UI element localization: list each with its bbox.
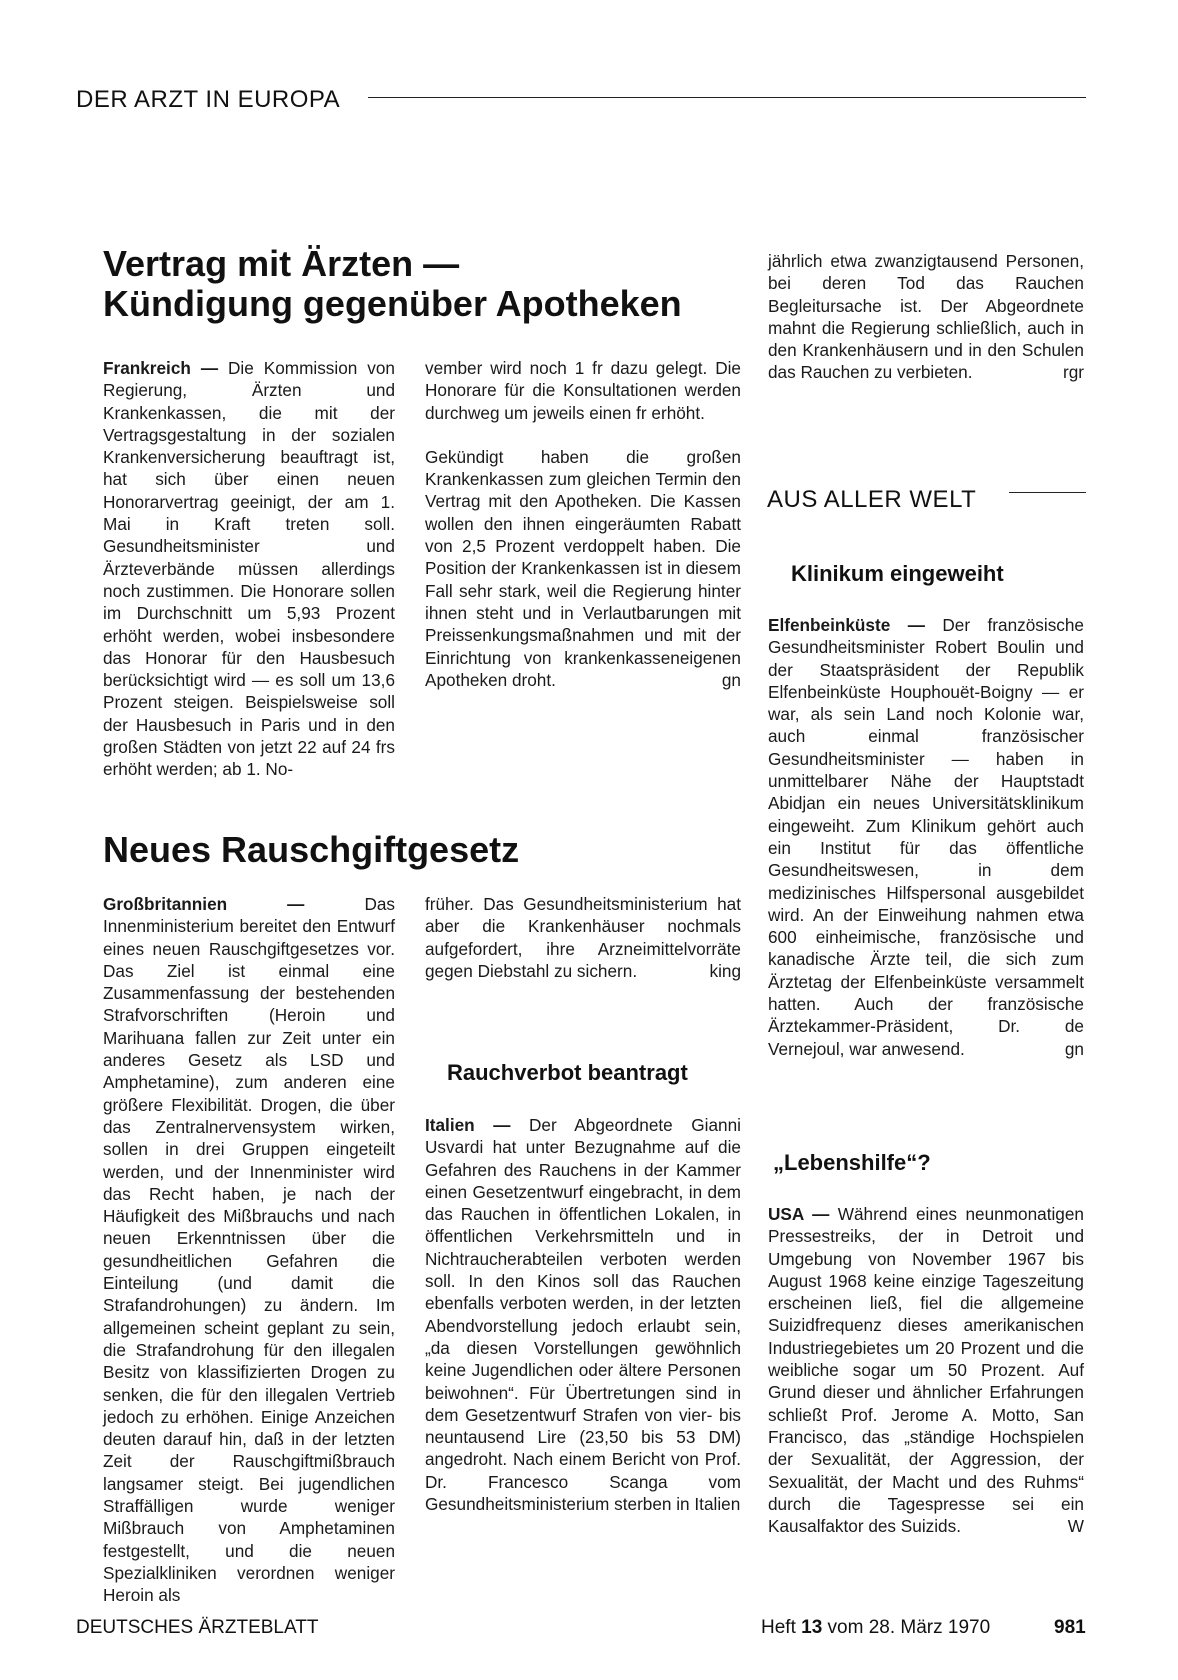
article-frankreich-col1 [103,357,395,781]
section-header: DER ARZT IN EUROPA [76,86,341,113]
article-frankreich-col2 [425,357,741,691]
author-signature: rgr [1062,362,1084,383]
article-klinikum-col3 [768,614,1084,1060]
article-rauchverbot-headline: Rauchverbot beantragt [447,1060,688,1085]
body-text: Der Abgeordnete Gianni Usvardi hat unter Bezugnahme auf die Gefahren des Rauchens in der Kammer einen Gesetzentwurf eingebracht, in dem das Rauchen in öffentlichen Lokalen, in öffentlichen Verkehrsmitteln und in Nichtraucherabteilen verboten werden soll. In den Kinos soll das Rauchen ebenfalls verboten werden, in der letzten Abendvorstellung jedoch erlaubt sein, „da diesen Vorstellungen gewöhnlich keine Jugendlichen oder ältere Personen beiwohnen“. Für Übertretungen sind in dem Gesetzentwurf Strafen von vier- bis neuntausend Lire (23,50 bis 53 DM) angedroht. Nach einem Bericht von Prof. Dr. Francesco Scanga vom Gesundheitsministerium sterben in Italien [425,1115,741,1515]
author-signature: gn [721,669,741,690]
section-header-aus-aller-welt: AUS ALLER WELT [767,486,977,513]
article-lebenshilfe-col3 [768,1203,1084,1537]
dateline: Frankreich — [103,358,219,378]
article-rausch-col1 [103,893,395,1607]
article-rauchverbot-continuation [768,250,1084,384]
header-rule [368,97,1086,98]
article-rauchverbot-col2 [425,1114,741,1515]
author-signature: king [709,960,741,981]
author-signature: W [1067,1516,1084,1537]
headline-line-1: Vertrag mit Ärzten — [103,243,460,284]
issue-number: 13 [801,1617,823,1638]
article-lebenshilfe-headline: „Lebenshilfe“? [773,1150,931,1175]
body-text: Der französische Gesundheitsminister Robert Boulin und der Staatspräsident der Republik Elfenbeinküste Houphouët-Boigny — er war, als sein Land noch Kolonie war, auch einmal französischer Gesundheitsminister — haben in unmittelbarer Nähe der Hauptstadt Abidjan ein neues Universitätsklinikum eingeweiht. Zum Klinikum gehört auch ein Institut für das öffentliche Gesundheitswesen, in dem medizinisches Hilfspersonal ausgebildet wird. An der Einweihung nahmen etwa 600 einheimische, französische und kanadische Ärzte teil, die sich zum Ärztetag der Elfenbeinküste versammelt hatten. Auch der französische Ärztekammer-Präsident, Dr. de Vernejoul, war anwesend. [768,615,1084,1059]
footer-issue [761,1617,990,1639]
article-frankreich-headline [103,244,682,324]
body-text: Gekündigt haben die großen Krankenkassen zum gleichen Termin den Vertrag mit den Apotheken. Die Kassen wollen den ihnen eingeräumten Rabatt von 2,5 Prozent verdoppelt haben. Die Position der Krankenkassen ist in diesem Fall sehr stark, weil die Regierung hinter ihnen steht und in Verlautbarungen mit Preissenkungsmaßnahmen und mit der Einrichtung von krankenkasseneigenen Apotheken droht. [425,446,741,690]
body-text: früher. Das Gesundheitsministerium hat aber die Krankenhäuser nochmals aufgefordert, ihre Arzneimittelvorräte gegen Diebstahl zu sichern. [425,894,741,981]
body-text: vember wird noch 1 fr dazu gelegt. Die Honorare für die Konsultationen werden durchweg um jeweils einen fr erhöht. [425,358,741,423]
body-text: Die Kommission von Regierung, Ärzten und Krankenkassen, die mit der Vertragsgestaltung in der sozialen Krankenversicherung beauftragt ist, hat sich über einen neuen Honorarvertrag geeinigt, der am 1. Mai in Kraft treten soll. Gesundheitsminister und Ärzteverbände müssen allerdings noch zustimmen. Die Honorare sollen im Durchschnitt um 5,93 Prozent erhöht werden, wobei insbesondere das Honorar für den Hausbesuch berücksichtigt wird — es soll um 13,6 Prozent steigen. Beispielsweise soll der Hausbesuch in Paris und in den großen Städten von jetzt 22 auf 24 frs erhöht werden; ab 1. No- [103,358,395,780]
dateline: USA — [768,1204,830,1224]
dateline: Elfenbeinküste — [768,615,925,635]
issue-prefix: Heft [761,1617,802,1638]
dateline: Großbritannien — [103,894,305,914]
article-rausch-col2 [425,893,741,982]
section-rule [1009,492,1086,493]
body-text: Während eines neunmonatigen Pressestreiks, der in Detroit und Umgebung von November 1967 bis August 1968 keine einzige Tageszeitung erscheinen ließ, fiel die allgemeine Suizidfrequenz dieses amerikanischen Industriegebietes um 20 Prozent und die weibliche sogar um 50 Prozent. Auf Grund dieser und ähnlicher Erfahrungen schließt Prof. Jerome A. Motto, San Francisco, das „ständige Hochspielen der Sexualität, der Aggression, der Sexualität, der Macht und des Ruhms“ durch die Tagespresse sei ein Kausalfaktor des Suizids. [768,1204,1084,1537]
body-text: jährlich etwa zwanzigtausend Personen, bei deren Tod das Rauchen Begleitursache ist. Der Abgeordnete mahnt die Regierung schließlich, auch in den Krankenhäusern und in den Schulen das Rauchen zu verbieten. [768,251,1084,383]
footer-journal: DEUTSCHES ÄRZTEBLATT [76,1617,319,1638]
author-signature: gn [1064,1038,1084,1059]
article-klinikum-headline: Klinikum eingeweiht [791,561,1004,586]
body-text: Das Innenministerium bereitet den Entwurf eines neuen Rauschgiftgesetzes vor. Das Ziel ist einmal eine Zusammenfassung der bestehenden Strafvorschriften (Heroin und Marihuana fallen zur Zeit unter ein anderes Gesetz als LSD und Amphetamine), zum anderen eine größere Flexibilität. Drogen, die über das Zentralnervensystem wirken, sollen in drei Gruppen eingeteilt werden, und der Innenminister wird das Recht haben, je nach der Häufigkeit des Mißbrauchs und nach neuen Erkenntnissen über die gesundheitlichen Gefahren die Einteilung (und damit die Strafandrohungen) zu ändern. Im allgemeinen scheint geplant zu sein, die Strafandrohung für den illegalen Besitz von klassifizierten Drogen zu senken, die für den illegalen Vertrieb jedoch zu erhöhen. Einige Anzeichen deuten darauf hin, daß in der letzten Zeit der Rauschgiftmißbrauch langsamer steigt. Bei jugendlichen Straffälligen wurde weniger Mißbrauch von Amphetaminen festgestellt, und die neuen Spezialkliniken verordnen weniger Heroin als [103,894,396,1606]
headline-line-2: Kündigung gegenüber Apotheken [103,283,682,324]
issue-date: vom 28. März 1970 [822,1617,991,1638]
dateline: Italien — [425,1115,511,1135]
page-number: 981 [1054,1617,1086,1638]
article-rausch-headline: Neues Rauschgiftgesetz [103,829,520,870]
